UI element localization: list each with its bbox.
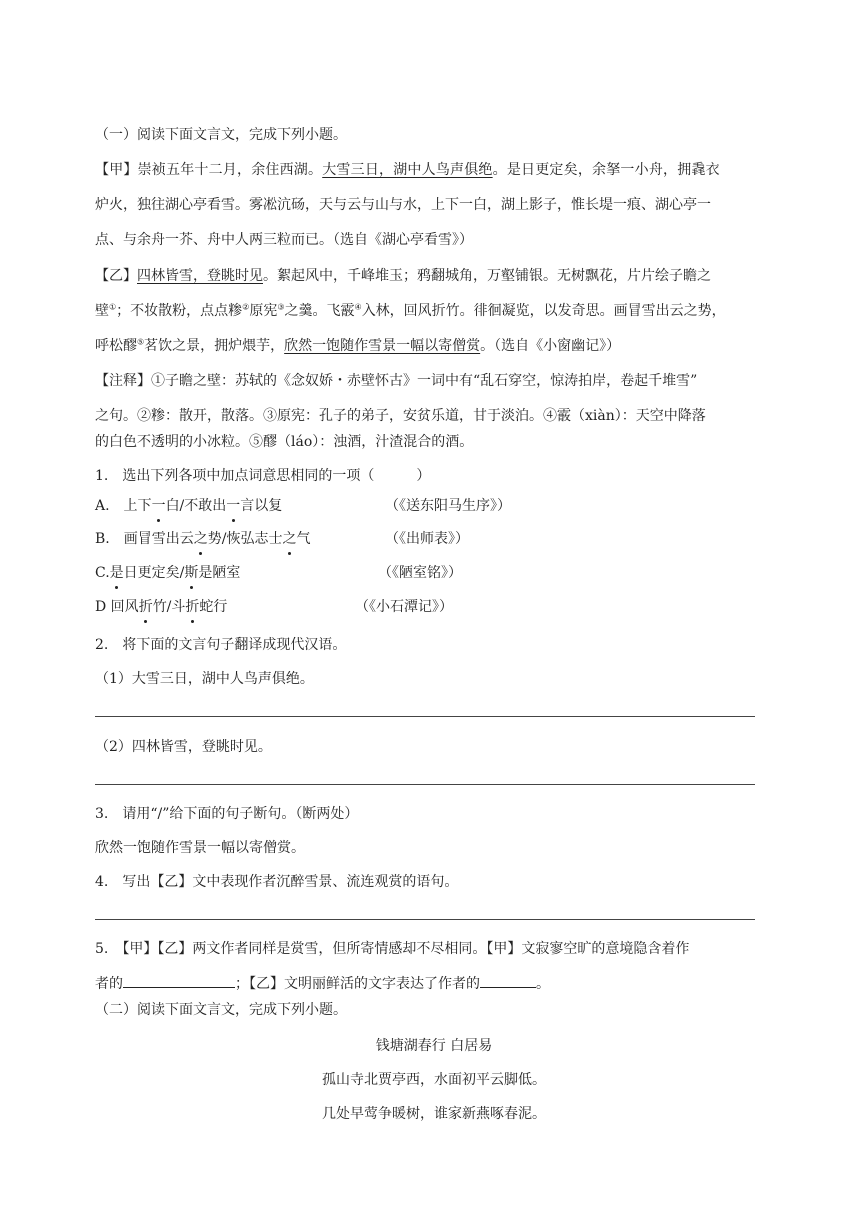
notes-line3: 的白色不透明的小冰粒。⑤醪（láo）：浊酒，汁渣混合的酒。 xyxy=(95,434,474,450)
underlined-sentence: 大雪三日，湖中人鸟声俱绝 xyxy=(322,162,493,178)
fill-blank[interactable] xyxy=(480,973,536,988)
option-text: 言以复 xyxy=(240,498,283,514)
dotted-char: 折 xyxy=(185,599,200,615)
note-marker: ⑤ xyxy=(137,337,145,347)
fill-blank[interactable] xyxy=(123,973,235,988)
passage-jia-line2: 炉火，独往湖心亭看雪。雾凇沆砀，天与云与山与水，上下一白，湖上影子，惟长堤一痕、湖心亭一 xyxy=(95,197,711,213)
dotted-char: 之 xyxy=(193,531,208,547)
option-text: 气 xyxy=(296,531,311,547)
option-b xyxy=(95,529,310,549)
option-text: 势/恢弘志士 xyxy=(207,531,283,547)
passage-text: 。絮起风中，千峰堆玉；鸦翻城角，万壑铺银。无树飘花，片片绘子瞻之 xyxy=(263,268,711,284)
question-2-sentence-1: （1）大雪三日，湖中人鸟声俱绝。 xyxy=(95,671,314,687)
option-a-source: （《送东阳马生序》） xyxy=(385,498,511,514)
dotted-char: 斯 xyxy=(184,565,199,581)
option-text: 白/不敢出 xyxy=(165,498,227,514)
option-b-source: （《出师表》） xyxy=(385,531,469,547)
passage-text: 壁 xyxy=(95,303,109,319)
section-heading: （一）阅读下面文言文，完成下列小题。 xyxy=(95,127,347,143)
option-text: D 回风 xyxy=(95,599,139,615)
note-marker: ③ xyxy=(277,302,285,312)
question-2-sentence-2: （2）四林皆雪，登眺时见。 xyxy=(95,739,272,755)
passage-label: 【甲】 xyxy=(95,162,138,178)
question-1-stem: 1. 选出下列各项中加点词意思相同的一项（ ） xyxy=(95,468,431,484)
question-text: 。 xyxy=(536,976,550,992)
poem-line: 几处早莺争暖树，谁家新燕啄春泥。 xyxy=(322,1106,546,1122)
passage-yi-line3 xyxy=(95,336,620,356)
question-3-sentence: 欣然一饱随作雪景一幅以寄僧赏。 xyxy=(95,840,305,856)
question-text: 者的 xyxy=(95,976,123,992)
answer-line[interactable] xyxy=(95,716,755,717)
dotted-char: 折 xyxy=(138,599,153,615)
option-text: A. 上下 xyxy=(95,498,152,514)
passage-label: 【乙】 xyxy=(95,268,137,284)
passage-jia-line3: 点、与余舟一芥、舟中人两三粒而已。（选自《湖心亭看雪》） xyxy=(95,232,473,248)
passage-text: ；不妆散粉，点点糁 xyxy=(116,303,243,319)
passage-text: 呼松醪 xyxy=(95,338,137,354)
passage-text: 原宪 xyxy=(249,303,278,319)
dotted-char: 一 xyxy=(226,498,241,514)
dotted-char: 一 xyxy=(151,498,166,514)
passage-text: 崇祯五年十二月，余住西湖。 xyxy=(137,162,323,178)
passage-text: 茗饮之景，拥炉煨芋， xyxy=(144,338,285,354)
passage-text: 。是日更定矣，余拏一小舟，拥毳衣 xyxy=(492,162,720,178)
notes-line2: 之句。②糁：散开，散落。③原宪：孔子的弟子，安贫乐道，甘于淡泊。④霰（xiàn）：天空中降落 xyxy=(95,408,706,424)
option-d xyxy=(95,597,227,617)
passage-text: 入林，回风折竹。徘徊凝览，以发奇思。画冒雪出云之势， xyxy=(361,303,726,319)
note-marker: ② xyxy=(242,302,250,312)
option-d-source: （《小石潭记》） xyxy=(355,599,453,615)
underlined-sentence: 欣然一饱随作雪景一幅以寄僧赏 xyxy=(284,338,481,354)
option-a xyxy=(95,496,282,516)
passage-text: 。（选自《小窗幽记》） xyxy=(480,338,621,354)
answer-line[interactable] xyxy=(95,919,755,920)
underlined-sentence: 四林皆雪，登眺时见 xyxy=(137,268,263,284)
question-5-line1: 5. 【甲】【乙】两文作者同样是赏雪，但所寄情感却不尽相同。【甲】文寂寥空旷的意境隐含着作 xyxy=(95,941,690,957)
section-heading: （二）阅读下面文言文，完成下列小题。 xyxy=(95,1002,347,1018)
option-text: C. xyxy=(95,565,110,581)
option-c-source: （《陋室铭》） xyxy=(378,565,462,581)
note-marker: ④ xyxy=(354,302,362,312)
passage-yi-line2 xyxy=(95,301,726,321)
option-text: 竹/斗 xyxy=(152,599,186,615)
option-text: 是陋室 xyxy=(198,565,241,581)
option-text: 蛇行 xyxy=(199,599,228,615)
question-text: ；【乙】文明丽鲜活的文字表达了作者的 xyxy=(235,976,480,992)
notes-line1: 【注释】①子瞻之壁：苏轼的《念奴娇・赤壁怀古》一词中有“乱石穿空，惊涛拍岸，卷起千堆雪” xyxy=(95,373,698,389)
question-5-line2 xyxy=(95,973,550,994)
option-text: B. 画冒雪出云 xyxy=(95,531,194,547)
dotted-char: 之 xyxy=(282,531,297,547)
poem-line: 孤山寺北贾亭西，水面初平云脚低。 xyxy=(322,1072,546,1088)
answer-line[interactable] xyxy=(95,784,755,785)
question-2-stem: 2. 将下面的文言句子翻译成现代汉语。 xyxy=(95,637,347,653)
dotted-char: 是 xyxy=(109,565,124,581)
passage-jia-line1 xyxy=(95,160,720,180)
note-marker: ① xyxy=(109,302,117,312)
passage-yi-line1 xyxy=(95,266,711,286)
option-c xyxy=(95,563,240,583)
question-4-stem: 4. 写出【乙】文中表现作者沉醉雪景、流连观赏的语句。 xyxy=(95,874,459,890)
question-3-stem: 3. 请用“/”给下面的句子断句。（断两处） xyxy=(95,806,359,822)
option-text: 日更定矣/ xyxy=(123,565,185,581)
passage-text: 之羹。飞霰 xyxy=(284,303,355,319)
poem-title: 钱塘湖春行 白居易 xyxy=(375,1038,493,1054)
